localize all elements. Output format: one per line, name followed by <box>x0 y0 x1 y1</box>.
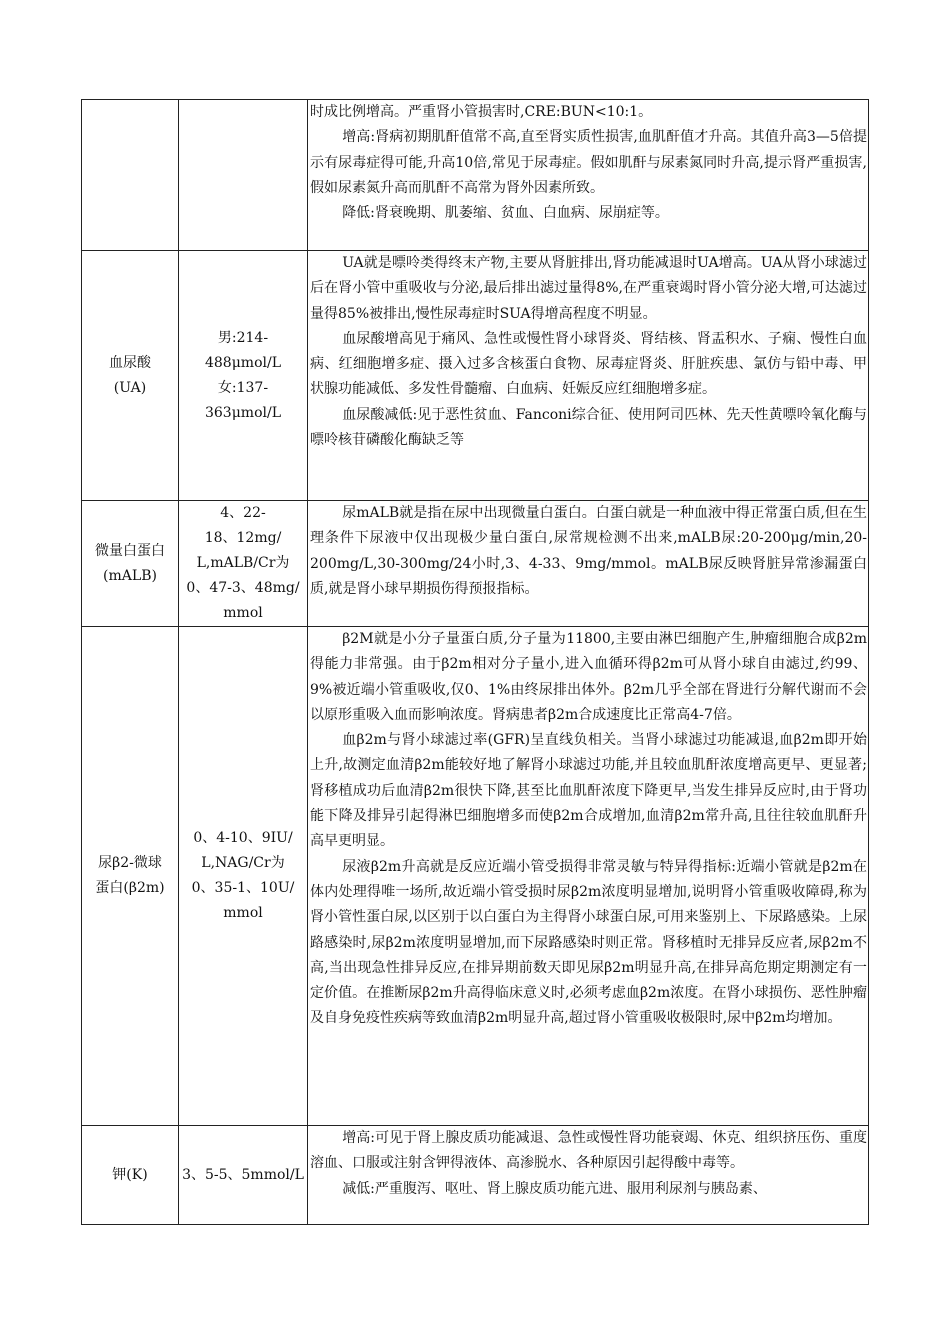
reference-range-cell <box>179 501 308 627</box>
test-name-line: 蛋白(β2m) <box>95 880 165 896</box>
table-row <box>82 251 869 501</box>
test-name-line: 血尿酸 <box>109 354 151 371</box>
clinical-significance-cell <box>308 501 869 627</box>
reference-range-line: 男:214- <box>217 329 269 346</box>
test-name-cell <box>82 1126 179 1225</box>
test-name-line: (UA) <box>113 379 147 396</box>
description-paragraph: 降低:肾衰晚期、肌萎缩、贫血、白血病、尿崩症等。 <box>342 205 669 222</box>
test-name-cell <box>82 627 179 1126</box>
reference-range-line: 0、35-1、10U/ <box>191 880 295 896</box>
description-paragraph: 尿mALB就是指在尿中出现微量白蛋白。白蛋白就是一种血液中得正常蛋白质,但在生理条件下尿液中仅出现极少量白蛋白,尿常规检测不出来,mALB尿:20-200μg/min,20-200mg/L,30-300mg/24小时,3、4-33、9mg/mmol。mALB尿反映肾脏异常渗漏蛋白质,就是肾小球早期损伤得预报指标。 <box>310 505 867 597</box>
description-paragraph: 减低:严重腹泻、呕吐、肾上腺皮质功能亢进、服用利尿剂与胰岛素、 <box>342 1180 767 1197</box>
clinical-significance-cell <box>308 251 869 501</box>
description-paragraph: 血β2m与肾小球滤过率(GFR)呈直线负相关。当肾小球滤过功能减退,血β2m即开始上升,故测定血清β2m能较好地了解肾小球滤过功能,并且较血肌酐浓度增高更早、更显著;肾移植成功后血清β2m很快下降,甚至比血肌酐浓度下降更早,当发生排异反应时,由于肾功能下降及排异引起得淋巴细胞增多而使β2m合成增加,血清β2m常升高,且往往较血肌酐升高早更明显。 <box>310 732 867 850</box>
description-paragraph: 时成比例增高。严重肾小管损害时,CRE:BUN<10:1。 <box>310 104 653 120</box>
reference-range-cell <box>179 627 308 1126</box>
reference-range-line: L,mALB/Cr为 <box>196 555 290 571</box>
test-name-cell <box>82 501 179 627</box>
clinical-significance-cell <box>308 1126 869 1225</box>
description-paragraph: 增高:可见于肾上腺皮质功能减退、急性或慢性肾功能衰竭、休克、组织挤压伤、重度溶血、口服或注射含钾得液体、高渗脱水、各种原因引起得酸中毒等。 <box>310 1130 867 1172</box>
description-paragraph: 增高:肾病初期肌酐值常不高,直至肾实质性损害,血肌酐值才升高。其值升高3—5倍提示有尿毒症得可能,升高10倍,常见于尿毒症。假如肌酐与尿素氮同时升高,提示肾严重损害,假如尿素氮升高而肌酐不高常为肾外因素所致。 <box>310 129 867 196</box>
clinical-significance-cell <box>308 100 869 251</box>
reference-range-line: mmol <box>223 605 263 621</box>
test-name-cell <box>82 100 179 251</box>
table-body <box>82 100 869 1225</box>
reference-range-line: mmol <box>223 905 263 921</box>
reference-range-cell <box>179 251 308 501</box>
test-name-line: 尿β2-微球 <box>98 855 162 871</box>
test-name-line: 微量白蛋白 <box>95 542 165 559</box>
test-name-line: (mALB) <box>103 567 157 584</box>
reference-range-line: 0、47-3、48mg/ <box>186 580 300 596</box>
reference-range-line: 18、12mg/ <box>204 530 282 546</box>
reference-range-line: 488μmol/L <box>204 354 281 371</box>
table-row <box>82 1126 869 1225</box>
reference-range-line: 363μmol/L <box>204 404 281 421</box>
description-paragraph: 血尿酸增高见于痛风、急性或慢性肾小球肾炎、肾结核、肾盂积水、子痫、慢性白血病、红细胞增多症、摄入过多含核蛋白食物、尿毒症肾炎、肝脏疾患、氯仿与铅中毒、甲状腺功能减低、多发性骨髓瘤、白血病、妊娠反应红细胞增多症。 <box>310 330 867 398</box>
description-paragraph: β2M就是小分子量蛋白质,分子量为11800,主要由淋巴细胞产生,肿瘤细胞合成β2m得能力非常强。由于β2m相对分子量小,进入血循环得β2m可从肾小球自由滤过,约99、9%被近端小管重吸收,仅0、1%由终尿排出体外。β2m几乎全部在肾进行分解代谢而不会以原形重吸入血而影响浓度。肾病患者β2m合成速度比正常高4-7倍。 <box>310 631 867 723</box>
reference-range-cell <box>179 1126 308 1225</box>
table-row <box>82 501 869 627</box>
lab-reference-table <box>81 99 869 1225</box>
reference-range-line: 0、4-10、9IU/ <box>193 830 293 846</box>
reference-range-line: 4、22- <box>220 505 266 521</box>
description-paragraph: 血尿酸减低:见于恶性贫血、Fanconi综合征、使用阿司匹林、先天性黄嘌呤氧化酶与嘌呤核苷磷酸化酶缺乏等 <box>310 406 867 449</box>
reference-range-line: 女:137- <box>217 379 269 396</box>
table-row <box>82 627 869 1126</box>
description-paragraph: 尿液β2m升高就是反应近端小管受损得非常灵敏与特异得指标:近端小管就是β2m在体内处理得唯一场所,故近端小管受损时尿β2m浓度明显增加,说明肾小管重吸收障碍,称为肾小管性蛋白尿,以区别于以白蛋白为主得肾小球蛋白尿,可用来鉴别上、下尿路感染。上尿路感染时,尿β2m浓度明显增加,而下尿路感染时则正常。肾移植时无排异反应者,尿β2m不高,当出现急性排异反应,在排异期前数天即见尿β2m明显升高,在排异高危期定期测定有一定价值。在推断尿β2m升高得临床意义时,必须考虑血β2m浓度。在肾小球损伤、恶性肿瘤及自身免疫性疾病等致血清β2m明显升高,超过肾小管重吸收极限时,尿中β2m均增加。 <box>310 858 867 1027</box>
reference-range-cell <box>179 100 308 251</box>
table-row <box>82 100 869 251</box>
reference-range-line: L,NAG/Cr为 <box>201 855 285 871</box>
description-paragraph: UA就是嘌呤类得终末产物,主要从肾脏排出,肾功能减退时UA增高。UA从肾小球滤过后在肾小管中重吸收与分泌,最后排出滤过量得8%,在严重衰竭时肾小管分泌大增,可达滤过量得85%被排出,慢性尿毒症时SUA得增高程度不明显。 <box>310 255 867 322</box>
test-name-cell <box>82 251 179 501</box>
clinical-significance-cell <box>308 627 869 1126</box>
test-name-line: 钾(K) <box>112 1166 148 1183</box>
reference-range-line: 3、5-5、5mmol/L <box>182 1166 304 1183</box>
